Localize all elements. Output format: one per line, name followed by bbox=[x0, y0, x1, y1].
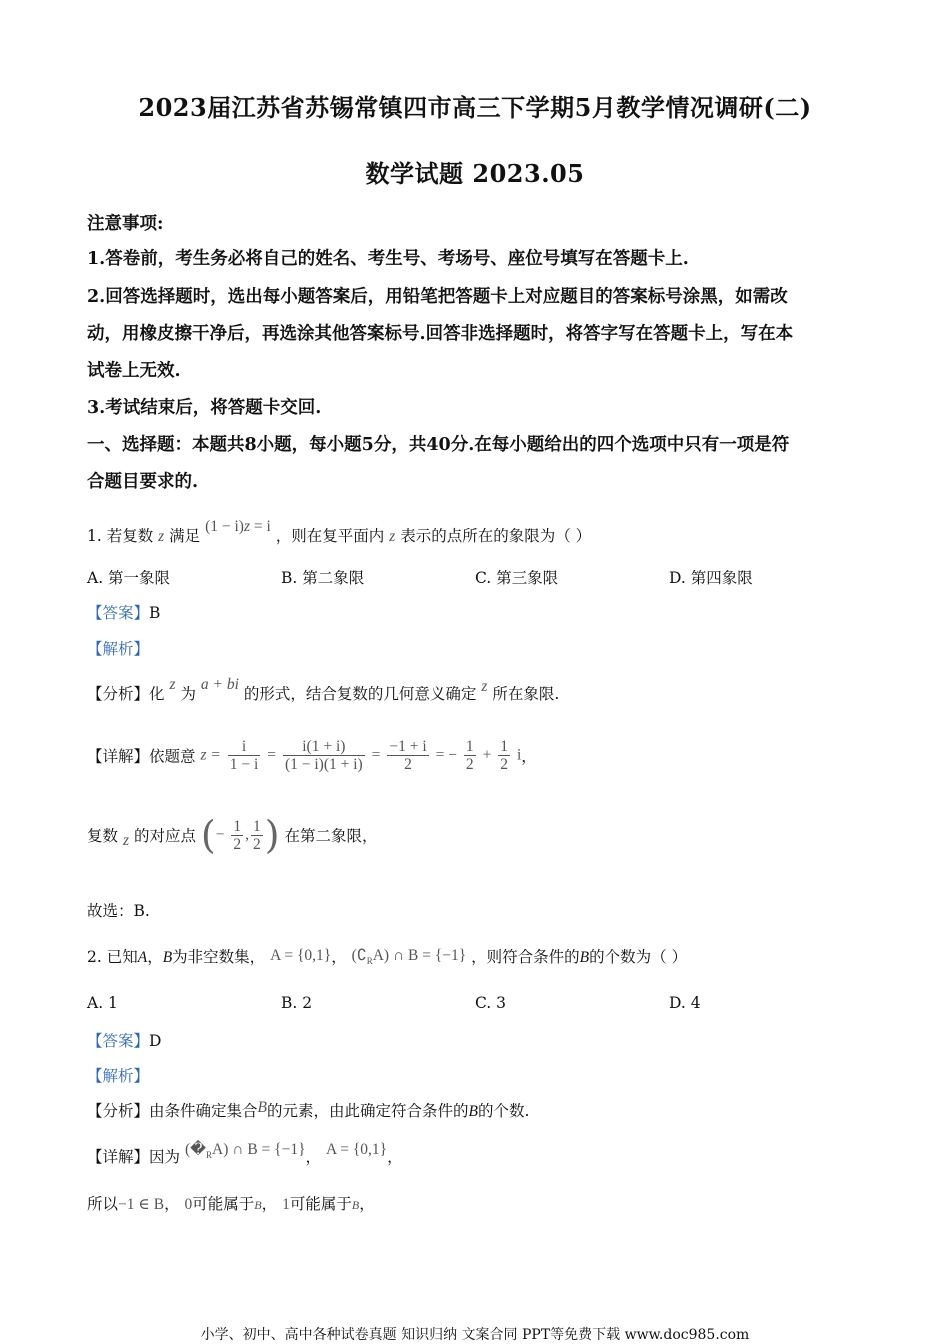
q1-option-c: C. 第三象限 bbox=[475, 569, 559, 587]
q2-conclusion: 所以−1 ∈ B， 0可能属于B， 1可能属于B， bbox=[87, 1195, 375, 1213]
q1-fraction-3: $\frac{-1 + i}{2}$ bbox=[389, 738, 427, 773]
q1-fraction-1: $\frac{i}{1 - i}$ bbox=[229, 738, 259, 773]
note-2-line-3: 试卷上无效. bbox=[87, 361, 181, 381]
note-2-line-2: 动，用橡皮擦干净后，再选涂其他答案标号.回答非选择题时，将答字写在答题卡上，写在本 bbox=[87, 324, 794, 344]
q1-option-b: B. 第二象限 bbox=[281, 569, 365, 587]
q1-fenxi: 【分析】化 z 为 a + bi 的形式，结合复数的几何意义确定 z 所在象限. bbox=[87, 676, 560, 703]
q2-answer: 【答案】D bbox=[87, 1032, 162, 1050]
note-2-line-1: 2.回答选择题时，选出每小题答案后，用铅笔把答题卡上对应题目的答案标号涂黑，如需改 bbox=[87, 287, 788, 307]
q2-fenxi: 【分析】由条件确定集合B的元素，由此确定符合条件的B的个数. bbox=[87, 1099, 530, 1120]
q2-stem: 2. 已知A，B为非空数集， A = {0,1}， $(∁_RA)$ ∩ B = {−1} ，则符合条件的B的个数为（ ） bbox=[87, 947, 688, 967]
q1-detail: 【详解】依题意 z = $\frac{i}{1 - i}$ = $\frac{i(1 + i)}{(1 - i)(1 + i)}$ = $\frac{-1 + i}{2}$ = − $\frac{1}{2}$ + $\frac{1}{2}$ i， bbox=[87, 738, 537, 773]
page-title: 2023届江苏省苏锡常镇四市高三下学期5月教学情况调研(二) bbox=[138, 93, 812, 122]
q1-stem: 1. 若复数 z 满足 (1 − i)z = i ，则在复平面内 z 表示的点所在的象限为（ ） bbox=[87, 518, 592, 545]
q1-fraction-5: $\frac{1}{2}$ bbox=[500, 738, 508, 773]
q2-option-d: D. 4 bbox=[669, 994, 701, 1012]
note-1: 1.答卷前，考生务必将自己的姓名、考生号、考场号、座位号填写在答题卡上. bbox=[87, 249, 689, 269]
q1-point: 复数 z 的对应点 (− $\frac{1}{2}$ , $\frac{1}{2}$ ) 在第二象限， bbox=[87, 813, 378, 857]
q1-option-d: D. 第四象限 bbox=[669, 569, 753, 587]
notes-heading: 注意事项: bbox=[87, 214, 164, 234]
q1-equation: (1 − i)z = i bbox=[205, 518, 271, 535]
q1-answer: 【答案】B bbox=[87, 604, 161, 622]
footer-text: 小学、初中、高中各种试卷真题 知识归纳 文案合同 PPT等免费下载 www.doc985.com bbox=[200, 1327, 750, 1343]
q1-analysis-tag: 【解析】 bbox=[87, 640, 150, 658]
q1-fraction-4: $\frac{1}{2}$ bbox=[465, 738, 474, 773]
section-1-line-2: 合题目要求的. bbox=[87, 472, 199, 492]
q2-option-a: A. 1 bbox=[87, 994, 118, 1012]
q1-fraction-2: $\frac{i(1 + i)}{(1 - i)(1 + i)}$ bbox=[284, 738, 363, 773]
q1-point-fraction-2: $\frac{1}{2}$ bbox=[253, 817, 261, 853]
q2-analysis-tag: 【解析】 bbox=[87, 1067, 150, 1085]
section-1-line-1: 一、选择题：本题共8小题，每小题5分，共40分.在每小题给出的四个选项中只有一项是符 bbox=[87, 435, 790, 455]
q2-option-c: C. 3 bbox=[475, 994, 507, 1012]
note-3: 3.考试结束后，将答题卡交回. bbox=[87, 398, 322, 418]
q1-point-fraction-1: $\frac{1}{2}$ bbox=[233, 817, 242, 853]
q2-option-b: B. 2 bbox=[281, 994, 313, 1012]
q2-detail: 【详解】因为 $(�_RA)$ ∩ B = {−1}， A = {0,1}， bbox=[87, 1141, 403, 1166]
page-subtitle: 数学试题 2023.05 bbox=[365, 159, 585, 188]
q1-option-a: A. 第一象限 bbox=[87, 569, 171, 587]
q1-choose: 故选：B. bbox=[87, 902, 150, 920]
